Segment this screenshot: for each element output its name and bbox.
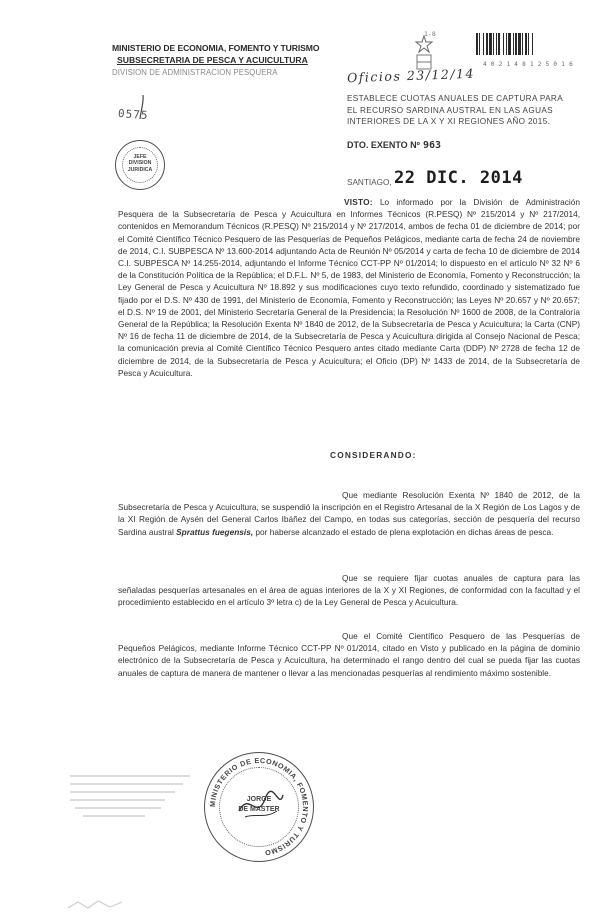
handwritten-signature-icon — [235, 781, 285, 831]
considerando-paragraph-1 — [118, 489, 580, 538]
considerando-paragraph-3: Que el Comité Científico Pesquero de las Pesquerías de Pequeños Pelágicos, mediante Informe Técnico CCT-PP Nº 01/2014, citado en Visto y publicado en la página de dominio electrónico de la Subsecretaría de Pesca y Acuicultura, ha determinado el rango dentro del cual se pueda fijar las cuotas anuales de captura de manera de mantener o llevar a las mencionadas pesquerías al rendimiento máximo sostenible. — [118, 631, 580, 678]
barcode-bar — [533, 33, 535, 55]
barcode-label: 4 0 2 1 4 8 1 2 5 0 1 6 — [483, 61, 573, 68]
visto-label: VISTO: — [344, 197, 373, 207]
division-juridica-stamp — [115, 140, 165, 190]
decree-number: 963 — [422, 140, 442, 151]
stamp-line-2: DIVISION — [128, 160, 152, 167]
decree-date: 22 DIC. 2014 — [394, 168, 523, 188]
stamp-line-3: JURIDICA — [127, 166, 153, 173]
handwritten-slash-mark — [139, 94, 145, 120]
decree-subject — [347, 93, 577, 128]
handwritten-annotation: Oficios 23/12/14 — [346, 65, 476, 86]
faint-footer-mark — [66, 898, 126, 912]
considerando-heading: CONSIDERANDO: — [330, 450, 417, 460]
subsecretaria-name: SUBSECRETARIA DE PESCA Y ACUICULTURA — [117, 55, 308, 65]
faded-signature-block — [65, 770, 205, 830]
ministry-seal-stamp — [204, 752, 314, 862]
decree-number-line — [347, 140, 441, 151]
seal-name-line-2: DE MASTER — [238, 806, 280, 813]
visto-text: Lo informado por la División de Administración Pesquera de la Subsecretaría de Pesca y Acuicultura en Informes Técnicos (R.PESQ) Nº 215/2014 y Nº 217/2014, contenidos en Memorandum Técnicos (R.PESQ) Nº 215/2014 y Nº 217/2014, ambos de fecha 01 de diciembre de 2014; por el Comité Científico Técnico Pesquero de las Pesquerías de Pequeños Pelágicos, mediante carta de fecha 24 de noviembre de 2014, C.I. SUBPESCA Nº 13.600-2014 adjuntando Acta de Reunión Nº 05/2014 y carta de fecha 10 de diciembre de 2014 C.I. SUBPESCA Nº 14.255-2014, adjuntando el Informe Técnico CCT-PP Nº 01/2014; lo dispuesto en el artículo Nº 32 Nº 6 de la Constitución Política de la República; el D.F.L. Nº 5, de 1983, del Ministerio de Economía, Fomento y Reconstrucción; la Ley General de Pesca y Acuicultura Nº 18.892 y sus modificaciones cuyo texto refundido, coordinado y sistematizado fue fijado por el D.S. Nº 430 de 1991, del Ministerio de Economía, Fomento y Reconstrucción; las Leyes Nº 20.657 y Nº 20.657; el D.S. Nº 19 de 2001, del Ministerio Secretaría General de la Presidencia; la Resolución Nº 1600 de 2008, de la Contraloría General de la República; la Resolución Exenta Nº 1840 de 2012, de la Subsecretaría de Pesca y Acuicultura; la Carta (CNP) Nº 16 de fecha 11 de diciembre de 2014, de la Subsecretaría de Pesca y Acuicultura dirigida al Consejo Nacional de Pesca; la comunicación previa al Comité Científico Técnico Pesquero antes citado mediante Carta (DDP) Nº 2728 de fecha 12 de diciembre de 2014, de la Subsecretaría de Pesca y Acuicultura; el Oficio (DP) Nº 1433 de 2014, de la Subsecretaría de Pesca y Acuicultura. — [118, 197, 580, 378]
considerando-paragraph-2: Que se requiere fijar cuotas anuales de captura para las señaladas pesquerías artesanales en el área de aguas interiores de la X y XI Regiones, de conformidad con la facultad y el procedimiento establecido en el artículo 3º letra c) de la Ley General de Pesca y Acuicultura. — [118, 573, 580, 608]
paragraph-tail: por haberse alcanzado el estado de plena explotación en dichas áreas de pesca. — [253, 526, 554, 537]
place: SANTIAGO, — [347, 178, 392, 187]
division-name: DIVISION DE ADMINISTRACION PESQUERA — [112, 68, 278, 77]
handwritten-number: 0575 — [117, 106, 149, 123]
seal-ring-label: MINISTERIO DE ECONOMIA, FOMENTO Y TURISMO — [207, 755, 311, 858]
paragraph-text: Que mediante Resolución Exenta Nº 1840 de 2012, de la Subsecretaría de Pesca y Acuicultura, se suspendió la inscripción en el Registro Artesanal de la X Región de Los Lagos y de la XI Región de Aysén del General Carlos Ibáñez del Campo, en todas sus categorías, sección de pesquería del recurso Sardina austral — [118, 490, 580, 537]
subject-line: EL RECURSO SARDINA AUSTRAL EN LAS AGUAS — [347, 105, 553, 115]
ministry-name: MINISTERIO DE ECONOMIA, FOMENTO Y TURISMO — [112, 43, 320, 53]
seal-name-line-1: JORGE — [246, 796, 272, 803]
subject-line: INTERIORES DE LA X Y XI REGIONES AÑO 2015. — [347, 117, 551, 126]
stamp-line-1: JEFE — [133, 154, 147, 160]
top-reference-number: 1-8 — [424, 30, 436, 38]
subject-line: ESTABLECE CUOTAS ANUALES DE CAPTURA PARA — [347, 94, 564, 103]
species-name: Sprattus fuegensis, — [176, 526, 254, 537]
barcode — [476, 33, 572, 59]
decree-label: DTO. EXENTO Nº — [347, 140, 420, 150]
visto-paragraph — [118, 196, 580, 379]
